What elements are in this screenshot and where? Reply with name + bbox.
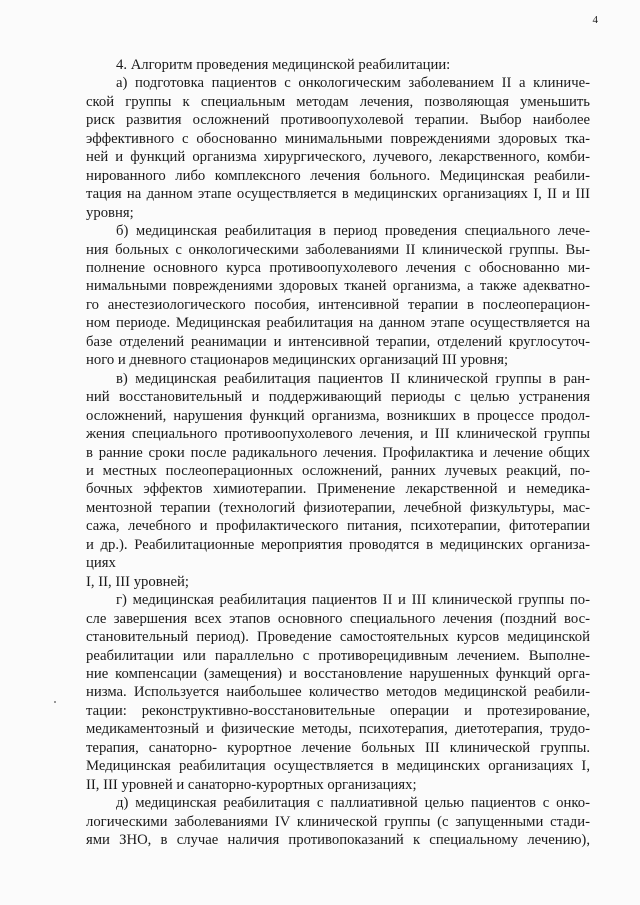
text-line: сажа, лечебного и профилактического питания, психотерапии, фитотерапии [86,518,590,535]
text-line: ном периоде. Медицинская реабилитация на данном этапе осуществляется на [86,315,590,332]
text-line: низма. Используется наибольшее количество методов медицинской реабили- [86,684,590,701]
paragraph-a [86,74,590,222]
text-line: ней и функций организма хирургического, лучевого, лекарственного, комби- [86,149,590,166]
text-line: г) медицинская реабилитация пациентов II и III клинической группы по- [116,592,590,609]
text-line: I, II, III уровней; [86,573,189,590]
text-line: медикаментозный и физические методы, психотерапия, диетотерапия, трудо- [86,721,590,738]
text-line: осложнений, нарушения функций организма, возникших в процессе продол- [86,407,590,424]
text-line: терапия, санаторно- курортное лечение больных III клинической группы. [86,739,590,756]
text-line: становительный период). Проведение самостоятельных курсов медицинской [86,629,590,646]
text-line: ние компенсации (замещения) и восстановление нарушенных функций орга- [86,665,590,682]
paragraph-b [86,222,590,370]
text-line: II, III уровней и санаторно-курортных организациях; [86,776,417,793]
text-line: эффективного с обоснованно минимальными повреждениями здоровых тка- [86,130,590,147]
text-line: тация на данном этапе осуществляется в медицинских организациях I, II и III [86,186,590,203]
text-line: ментозной терапии (технологий физиотерапии, лечебной физкультуры, мас- [86,499,590,516]
text-line: риск развития осложнений противоопухолевой терапии. Выбор наиболее [86,112,590,129]
text-line: ного и дневного стационаров медицинских организаций III уровня; [86,352,509,369]
page-number: 4 [592,14,598,26]
text-line: базе отделений реанимации и интенсивной терапии, отделений круглосуточ- [86,333,590,350]
text-line: тации: реконструктивно-восстановительные операции и протезирование, [86,702,590,719]
text-line: нированного либо комплексного лечения больного. Медицинская реабили- [86,167,590,184]
paragraph-d [86,591,590,794]
paragraph-c [86,370,590,591]
text-line: в) медицинская реабилитация пациентов II клинической группы в ран- [116,370,590,387]
text-line: бочных эффектов химиотерапии. Применение лекарственной и немедика- [86,481,590,498]
text-line: б) медицинская реабилитация в период проведения специального лече- [116,223,590,240]
text-line: жения специального противоопухолевого лечения, и III клинической группы [86,426,590,443]
text-line: нимальными повреждениями здоровых тканей организма, а также адекватно- [86,278,590,295]
section-heading: 4. Алгоритм проведения медицинской реабилитации: [116,57,451,73]
text-line: и местных послеоперационных осложнений, ранних лучевых реакций, по- [86,462,590,479]
text-line: в ранние сроки после радикального лечения. Профилактика и лечение общих [86,444,590,461]
text-line: го анестезиологического пособия, интенсивной терапии в послеоперацион- [86,296,590,313]
text-line: полнение основного курса противоопухолевого лечения с обоснованно ми- [86,259,590,276]
paragraph-e [86,794,590,849]
text-line: логическими заболеваниями IV клинической группы (с запущенными стади- [86,813,590,830]
text-line: а) подготовка пациентов с онкологическим заболеванием II а клиниче- [116,75,590,92]
text-line: ния больных с онкологическими заболеваниями II клинической группы. Вы- [86,241,590,258]
text-line: Медицинская реабилитация осуществляется в медицинских организациях I, [86,758,590,775]
text-line: сле завершения всех этапов основного специального лечения (поздний вос- [86,610,590,627]
text-line: циях [86,555,116,572]
text-line: ской группы к специальным методам лечения, позволяющая уменьшить [86,93,590,110]
text-line: реабилитации или параллельно с противорецидивным лечением. Выполне- [86,647,590,664]
text-line: и др.). Реабилитационные мероприятия проводятся в медицинских организа- [86,536,590,553]
text-line: ями ЗНО, в случае наличия противопоказаний к специальному лечению), [86,832,590,849]
text-line: д) медицинская реабилитация с паллиативной целью пациентов с онко- [116,795,590,812]
scan-speck [54,701,56,703]
text-line: уровня; [86,204,134,221]
text-line: ний восстановительный и поддерживающий периоды с целью устранения [86,389,590,406]
document-body [86,56,590,849]
